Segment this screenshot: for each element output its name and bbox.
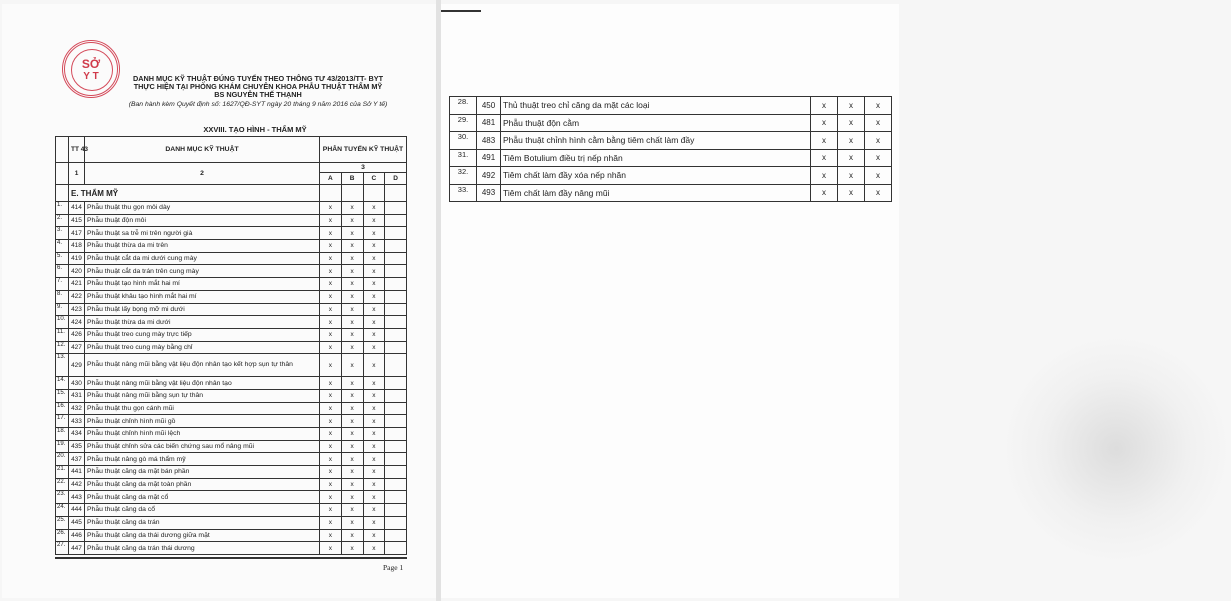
table-row [56, 214, 407, 227]
row-number: 26. [56, 529, 69, 542]
row-level-a: x [320, 303, 342, 316]
row-level-c: x [363, 316, 385, 329]
row-technique-name: Phẫu thuật cắt da trán trên cung mày [85, 265, 320, 278]
row-level-c: x [363, 328, 385, 341]
row-technique-name: Phẫu thuật căng da thái dương giữa mặt [85, 529, 320, 542]
row-number: 33. [450, 184, 477, 202]
row-technique-name: Tiêm chất làm đầy xóa nếp nhăn [501, 167, 811, 185]
doc-title-line1: DANH MỤC KỸ THUẬT ĐÚNG TUYẾN THEO THÔNG TƯ 43/2013/TT- BYT [132, 74, 384, 83]
row-level-a: x [811, 184, 838, 202]
row-technique-name: Phẫu thuật chỉnh hình mũi gồ [85, 415, 320, 428]
table-row [56, 491, 407, 504]
technique-table-left [55, 136, 407, 555]
row-level-c: x [363, 290, 385, 303]
row-number: 13. [56, 354, 69, 377]
table-row [56, 303, 407, 316]
row-level-c: x [865, 149, 892, 167]
row-level-b: x [341, 240, 363, 253]
header-catalog: DANH MỤC KỸ THUẬT [85, 137, 320, 163]
row-level-a: x [320, 491, 342, 504]
table-row [56, 389, 407, 402]
row-level-b: x [341, 542, 363, 555]
row-level-c: x [363, 478, 385, 491]
row-level-b: x [341, 316, 363, 329]
row-level-c: x [363, 303, 385, 316]
row-level-c: x [363, 278, 385, 291]
row-technique-name: Phẫu thuật căng da trán [85, 516, 320, 529]
row-level-d [385, 491, 407, 504]
group-b [341, 185, 363, 202]
row-level-c: x [363, 214, 385, 227]
row-level-c: x [363, 354, 385, 377]
row-level-b: x [341, 328, 363, 341]
row-code: 441 [69, 466, 85, 479]
level-a: A [320, 173, 342, 185]
table-row [56, 377, 407, 390]
doc-title-line2: THỰC HIỆN TẠI PHÒNG KHÁM CHUYÊN KHOA PHẪU THUẬT THẨM MỸ [133, 82, 383, 91]
table-row [56, 504, 407, 517]
row-code: 437 [69, 453, 85, 466]
group-a [320, 185, 342, 202]
group-title: E. THẨM MỸ [69, 185, 320, 202]
table-row [56, 542, 407, 555]
row-code: 442 [69, 478, 85, 491]
row-number: 15. [56, 389, 69, 402]
row-code: 434 [69, 428, 85, 441]
table-row [450, 97, 892, 115]
row-level-d [385, 377, 407, 390]
table-row [450, 132, 892, 150]
row-level-b: x [838, 132, 865, 150]
row-level-a: x [320, 227, 342, 240]
row-technique-name: Phẫu thuật thu gọn môi dày [85, 202, 320, 215]
row-level-b: x [341, 354, 363, 377]
row-code: 493 [477, 184, 501, 202]
row-technique-name: Phẫu thuật căng da mặt bán phần [85, 466, 320, 479]
row-level-b: x [341, 214, 363, 227]
row-code: 450 [477, 97, 501, 115]
row-technique-name: Phẫu thuật tạo hình mắt hai mí [85, 278, 320, 291]
row-code: 445 [69, 516, 85, 529]
row-level-c: x [363, 428, 385, 441]
row-number: 17. [56, 415, 69, 428]
table-row [56, 341, 407, 354]
row-number: 22. [56, 478, 69, 491]
row-level-d [385, 303, 407, 316]
row-technique-name: Phẫu thuật nâng mũi bằng sụn tự thân [85, 389, 320, 402]
row-technique-name: Phẫu thuật chỉnh hình cằm bằng tiêm chất làm đầy [501, 132, 811, 150]
row-code: 421 [69, 278, 85, 291]
row-level-b: x [838, 167, 865, 185]
row-level-a: x [320, 440, 342, 453]
row-technique-name: Phẫu thuật nâng gò má thẩm mỹ [85, 453, 320, 466]
row-level-a: x [320, 516, 342, 529]
row-level-c: x [865, 97, 892, 115]
row-level-a: x [320, 377, 342, 390]
doc-title-line3: BS NGUYỄN THẾ THẠNH [214, 90, 302, 99]
row-level-c: x [363, 516, 385, 529]
row-technique-name: Phẫu thuật cắt da mi dưới cung mày [85, 252, 320, 265]
row-level-a: x [320, 389, 342, 402]
row-level-d [385, 402, 407, 415]
row-number: 8. [56, 290, 69, 303]
row-level-b: x [341, 265, 363, 278]
row-level-b: x [838, 114, 865, 132]
row-number: 29. [450, 114, 477, 132]
scan-mark [441, 10, 481, 12]
level-d: D [385, 173, 407, 185]
row-number: 23. [56, 491, 69, 504]
row-number: 11. [56, 328, 69, 341]
row-technique-name: Phẫu thuật thu gọn cánh mũi [85, 402, 320, 415]
row-level-c: x [865, 184, 892, 202]
row-level-b: x [341, 303, 363, 316]
row-level-a: x [811, 132, 838, 150]
row-level-c: x [363, 453, 385, 466]
header-level: PHÂN TUYẾN KỸ THUẬT [320, 137, 407, 163]
row-level-d [385, 240, 407, 253]
row-number: 31. [450, 149, 477, 167]
row-code: 422 [69, 290, 85, 303]
table-row [56, 516, 407, 529]
row-technique-name: Phẫu thuật căng da mặt toàn phần [85, 478, 320, 491]
row-technique-name: Phẫu thuật chỉnh sửa các biến chứng sau mổ nâng mũi [85, 440, 320, 453]
row-level-b: x [341, 478, 363, 491]
table-row [56, 466, 407, 479]
table-row [56, 402, 407, 415]
row-number: 3. [56, 227, 69, 240]
row-number: 32. [450, 167, 477, 185]
table-row [56, 240, 407, 253]
row-level-c: x [363, 440, 385, 453]
right-page [441, 4, 899, 598]
row-code: 415 [69, 214, 85, 227]
row-level-a: x [320, 478, 342, 491]
table-row [56, 265, 407, 278]
row-code: 419 [69, 252, 85, 265]
row-level-a: x [320, 252, 342, 265]
row-number: 28. [450, 97, 477, 115]
row-technique-name: Phẫu thuật nâng mũi bằng vật liệu độn nhân tạo [85, 377, 320, 390]
row-code: 430 [69, 377, 85, 390]
row-level-a: x [320, 278, 342, 291]
row-number: 16. [56, 402, 69, 415]
row-number: 18. [56, 428, 69, 441]
row-level-a: x [320, 428, 342, 441]
technique-table-right [449, 96, 892, 202]
row-code: 431 [69, 389, 85, 402]
section-title: XXVIII. TẠO HÌNH - THẨM MỸ [203, 125, 307, 134]
table-row [56, 278, 407, 291]
scan-shadow [1001, 334, 1231, 564]
row-number: 19. [56, 440, 69, 453]
group-c [363, 185, 385, 202]
row-level-b: x [341, 252, 363, 265]
row-level-b: x [341, 290, 363, 303]
row-level-b: x [341, 491, 363, 504]
row-level-d [385, 529, 407, 542]
level-b: B [341, 173, 363, 185]
row-code: 426 [69, 328, 85, 341]
row-level-c: x [363, 402, 385, 415]
index-col3: 3 [320, 163, 407, 173]
row-level-d [385, 504, 407, 517]
row-level-a: x [320, 202, 342, 215]
row-code: 435 [69, 440, 85, 453]
table-bottom-rule [55, 557, 407, 559]
table-row [56, 354, 407, 377]
row-level-b: x [838, 149, 865, 167]
row-level-c: x [865, 114, 892, 132]
row-code: 443 [69, 491, 85, 504]
index-col1: 1 [69, 163, 85, 185]
row-level-c: x [363, 252, 385, 265]
table-row [56, 453, 407, 466]
row-level-c: x [363, 240, 385, 253]
row-number: 27. [56, 542, 69, 555]
row-level-a: x [320, 466, 342, 479]
row-number: 5. [56, 252, 69, 265]
row-level-c: x [363, 265, 385, 278]
row-code: 429 [69, 354, 85, 377]
row-level-c: x [363, 504, 385, 517]
row-code: 414 [69, 202, 85, 215]
row-level-d [385, 252, 407, 265]
table-row [56, 428, 407, 441]
row-number: 9. [56, 303, 69, 316]
row-level-c: x [363, 377, 385, 390]
page-number: Page 1 [383, 563, 404, 572]
seal-text-top: SỞ [81, 57, 101, 71]
row-level-c: x [865, 132, 892, 150]
row-technique-name: Thủ thuật treo chỉ căng da mặt các loại [501, 97, 811, 115]
row-technique-name: Phẫu thuật lấy bọng mỡ mi dưới [85, 303, 320, 316]
row-number: 14. [56, 377, 69, 390]
row-level-d [385, 354, 407, 377]
row-level-b: x [341, 415, 363, 428]
row-level-a: x [320, 240, 342, 253]
row-number: 4. [56, 240, 69, 253]
row-level-c: x [363, 542, 385, 555]
row-number: 24. [56, 504, 69, 517]
row-level-d [385, 478, 407, 491]
row-number: 1. [56, 202, 69, 215]
row-level-b: x [341, 529, 363, 542]
row-code: 481 [477, 114, 501, 132]
row-level-d [385, 278, 407, 291]
row-code: 491 [477, 149, 501, 167]
row-technique-name: Phẫu thuật nâng mũi bằng vật liệu độn nhân tạo kết hợp sụn tự thân [85, 354, 320, 377]
row-level-a: x [320, 265, 342, 278]
row-number: 2. [56, 214, 69, 227]
row-code: 483 [477, 132, 501, 150]
row-technique-name: Phẫu thuật độn cằm [501, 114, 811, 132]
table-row [56, 252, 407, 265]
row-level-c: x [363, 415, 385, 428]
row-level-d [385, 227, 407, 240]
row-level-c: x [363, 202, 385, 215]
group-row [56, 185, 407, 202]
row-level-c: x [865, 167, 892, 185]
row-code: 427 [69, 341, 85, 354]
row-level-d [385, 290, 407, 303]
row-code: 492 [477, 167, 501, 185]
row-technique-name: Phẫu thuật sa trễ mi trên người già [85, 227, 320, 240]
row-code: 444 [69, 504, 85, 517]
row-level-a: x [320, 402, 342, 415]
row-code: 420 [69, 265, 85, 278]
row-technique-name: Phẫu thuật thừa da mi trên [85, 240, 320, 253]
row-technique-name: Phẫu thuật treo cung mày bằng chỉ [85, 341, 320, 354]
seal-text-bottom: Y T [83, 71, 99, 82]
row-technique-name: Phẫu thuật độn môi [85, 214, 320, 227]
header-tt43: TT 43 [69, 137, 85, 163]
row-code: 418 [69, 240, 85, 253]
table-row [56, 529, 407, 542]
table-row [450, 149, 892, 167]
row-technique-name: Phẫu thuật chỉnh hình mũi lệch [85, 428, 320, 441]
row-level-a: x [320, 504, 342, 517]
row-number: 6. [56, 265, 69, 278]
group-d [385, 185, 407, 202]
row-code: 424 [69, 316, 85, 329]
row-level-d [385, 328, 407, 341]
row-level-a: x [320, 415, 342, 428]
table-row [56, 202, 407, 215]
row-level-b: x [341, 227, 363, 240]
table-row [56, 440, 407, 453]
row-level-d [385, 440, 407, 453]
row-code: 446 [69, 529, 85, 542]
table-row [56, 227, 407, 240]
row-number: 12. [56, 341, 69, 354]
row-code: 447 [69, 542, 85, 555]
row-level-d [385, 516, 407, 529]
row-technique-name: Phẫu thuật căng da trán thái dương [85, 542, 320, 555]
row-level-a: x [811, 114, 838, 132]
row-level-b: x [341, 516, 363, 529]
row-level-a: x [320, 453, 342, 466]
table-row [450, 167, 892, 185]
row-level-c: x [363, 227, 385, 240]
row-level-a: x [320, 290, 342, 303]
row-level-d [385, 341, 407, 354]
row-level-b: x [341, 504, 363, 517]
row-level-a: x [320, 316, 342, 329]
header-empty [56, 137, 69, 163]
row-technique-name: Phẫu thuật căng da mặt cổ [85, 491, 320, 504]
table-header-row [56, 137, 407, 163]
row-level-c: x [363, 529, 385, 542]
row-level-b: x [341, 341, 363, 354]
row-technique-name: Phẫu thuật thừa da mi dưới [85, 316, 320, 329]
row-level-c: x [363, 389, 385, 402]
row-number: 20. [56, 453, 69, 466]
decision-reference: (Ban hành kèm Quyết định số: 1627/QĐ-SYT ngày 20 tháng 9 năm 2016 của Sở Y tế) [128, 101, 388, 108]
row-level-b: x [838, 97, 865, 115]
row-level-a: x [320, 328, 342, 341]
row-level-d [385, 389, 407, 402]
table-row [56, 415, 407, 428]
row-level-a: x [320, 214, 342, 227]
table-row [56, 328, 407, 341]
row-technique-name: Tiêm chất làm đầy nâng mũi [501, 184, 811, 202]
table-row [450, 184, 892, 202]
row-level-d [385, 316, 407, 329]
table-row [450, 114, 892, 132]
table-row [56, 316, 407, 329]
index-empty [56, 163, 69, 185]
index-col2: 2 [85, 163, 320, 185]
row-level-a: x [811, 149, 838, 167]
row-level-d [385, 265, 407, 278]
row-level-b: x [341, 453, 363, 466]
row-level-d [385, 453, 407, 466]
row-technique-name: Phẫu thuật căng da cổ [85, 504, 320, 517]
row-number: 10. [56, 316, 69, 329]
row-level-c: x [363, 466, 385, 479]
row-level-a: x [320, 341, 342, 354]
row-level-c: x [363, 341, 385, 354]
table-row [56, 478, 407, 491]
row-level-d [385, 202, 407, 215]
row-level-b: x [341, 389, 363, 402]
row-level-b: x [341, 440, 363, 453]
row-level-a: x [320, 354, 342, 377]
level-c: C [363, 173, 385, 185]
row-code: 423 [69, 303, 85, 316]
row-level-b: x [341, 402, 363, 415]
row-number: 7. [56, 278, 69, 291]
row-level-b: x [341, 428, 363, 441]
row-level-a: x [811, 97, 838, 115]
row-level-d [385, 428, 407, 441]
table-index-row [56, 163, 407, 173]
row-number: 25. [56, 516, 69, 529]
row-code: 433 [69, 415, 85, 428]
row-technique-name: Phẫu thuật khâu tạo hình mắt hai mí [85, 290, 320, 303]
row-technique-name: Tiêm Botulium điều trị nếp nhăn [501, 149, 811, 167]
row-level-d [385, 214, 407, 227]
row-level-b: x [341, 202, 363, 215]
table-row [56, 290, 407, 303]
row-level-a: x [320, 542, 342, 555]
row-level-b: x [341, 377, 363, 390]
row-level-d [385, 415, 407, 428]
row-level-b: x [341, 278, 363, 291]
group-empty [56, 185, 69, 202]
row-level-d [385, 466, 407, 479]
row-level-b: x [838, 184, 865, 202]
row-level-b: x [341, 466, 363, 479]
row-level-a: x [811, 167, 838, 185]
row-level-c: x [363, 491, 385, 504]
row-level-a: x [320, 529, 342, 542]
row-level-d [385, 542, 407, 555]
row-code: 432 [69, 402, 85, 415]
row-technique-name: Phẫu thuật treo cung mày trực tiếp [85, 328, 320, 341]
row-code: 417 [69, 227, 85, 240]
row-number: 30. [450, 132, 477, 150]
row-number: 21. [56, 466, 69, 479]
